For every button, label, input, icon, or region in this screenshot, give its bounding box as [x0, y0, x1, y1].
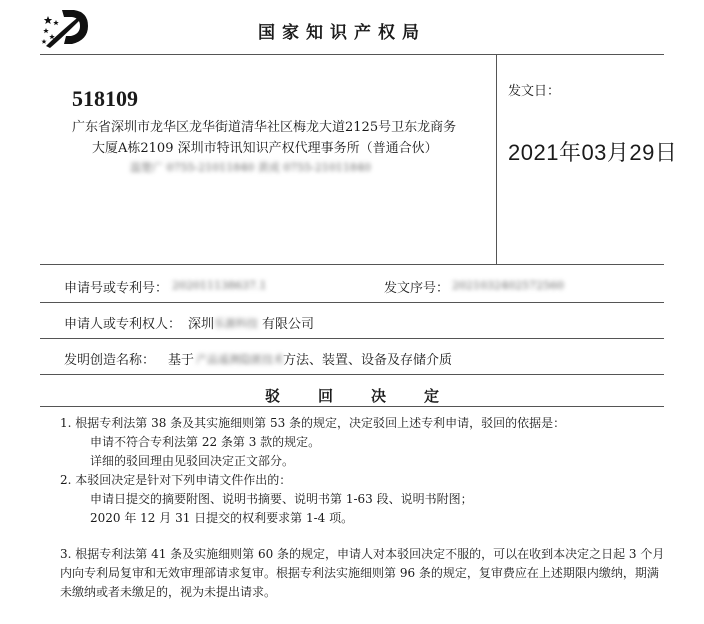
cnipa-logo-icon: [40, 6, 90, 50]
office-name: 国家知识产权局: [258, 23, 426, 43]
applicant-blurred: 乐源科技: [214, 317, 258, 330]
applicant-suffix: 有限公司: [262, 317, 315, 332]
date-label: 发文日：: [508, 84, 561, 99]
fields-top-rule: [40, 264, 664, 265]
invention-prefix: 基于: [168, 353, 195, 368]
p2-line-3: 2020 年 12 月 31 日提交的权利要求第 1-4 项。: [90, 511, 354, 525]
contact-blurred: 温楚广 0755-21011840 黄成 0755-21011840: [130, 161, 371, 174]
p1-line-2: 申请不符合专利法第 22 条第 3 款的规定。: [90, 435, 321, 449]
dispatch-no-label: 发文序号：: [384, 281, 450, 296]
p2-line-2: 申请日提交的摘要附图、说明书摘要、说明书第 1-63 段、说明书附图；: [90, 492, 473, 506]
fields-rule-3: [40, 374, 664, 375]
fields-rule-2: [40, 338, 664, 339]
date-column-divider: [496, 54, 497, 264]
date-value: 2021年03月29日: [508, 140, 678, 165]
postcode: 518109: [72, 86, 138, 111]
p3-line-1: 3. 根据专利法第 41 条及实施细则第 60 条的规定，申请人对本驳回决定不服的，可以在收到本决定之日起 3 个月: [60, 547, 665, 561]
p1-line-3: 详细的驳回理由见驳回决定正文部分。: [90, 454, 295, 468]
address-line-2: 大厦A栋2109 深圳市特讯知识产权代理事务所（普通合伙）: [92, 141, 438, 156]
decision-title: 驳回决定: [264, 387, 477, 405]
p2-line-1: 2. 本驳回决定是针对下列申请文件作出的：: [60, 473, 292, 487]
p3-line-3: 未缴纳或者未缴足的，视为未提出请求。: [60, 585, 277, 599]
applicant-label: 申请人或专利权人：: [64, 317, 182, 332]
invention-label: 发明创造名称：: [64, 353, 156, 368]
dispatch-no-value: 2021032402572560: [452, 279, 564, 292]
application-no-label: 申请号或专利号：: [64, 281, 169, 296]
applicant-prefix: 深圳: [188, 317, 215, 332]
address-line-1: 广东省深圳市龙华区龙华街道清华社区梅龙大道2125号卫东龙商务: [72, 120, 457, 135]
invention-suffix: 方法、装置、设备及存储介质: [283, 353, 453, 368]
fields-rule-1: [40, 302, 664, 303]
p3-line-2: 内向专利局复审和无效审理部请求复审。根据专利法实施细则第 96 条的规定，复审费应在上述期限内缴纳，期满: [60, 566, 659, 580]
title-rule: [40, 406, 664, 407]
invention-blurred: 产品遥测隐匿技术: [196, 353, 284, 366]
header-rule: [40, 54, 664, 55]
p1-line-1: 1. 根据专利法第 38 条及其实施细则第 53 条的规定，决定驳回上述专利申请，驳回的依据是：: [60, 416, 566, 430]
application-no-value: 202011138637.1: [172, 279, 267, 292]
